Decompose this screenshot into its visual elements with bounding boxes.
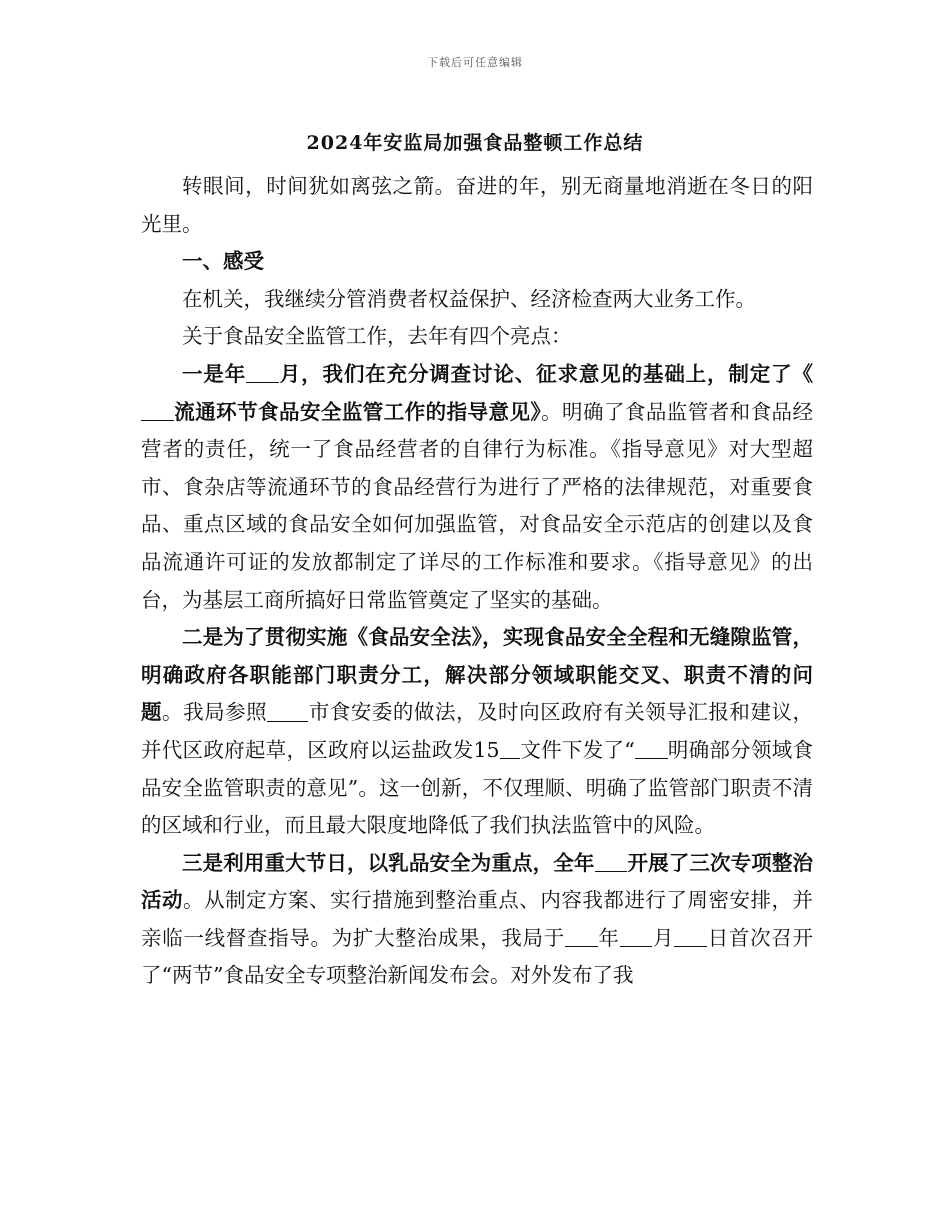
highlight-1-text: 。明确了食品监管者和食品经营者的责任，统一了食品经营者的自律行为标准。《指导意见》对大型超市、食杂店等流通环节的食品经营行为进行了严格的法律规范，对重要食品、重点区域的食品安全如何加强监管，对食品安全示范店的创建以及食品流通许可证的发放都制定了详尽的工作标准和要求。《指导意见》的出台，为基层工商所搞好日常监管奠定了坚实的基础。: [141, 399, 814, 612]
header-note: 下载后可任意编辑: [427, 56, 523, 69]
highlight-2-text-a: 。我局参照: [162, 700, 268, 725]
document-title: 2024年安监局加强食品整顿工作总结: [306, 132, 644, 154]
highlight-1-lead-b: 月，我们在充分调查讨论、征求意见的基础上，制定了《: [278, 361, 813, 386]
blank-line: [620, 925, 653, 948]
highlight-2-text-c: 文件下发了“: [520, 737, 635, 762]
highlight-2-text-b: 市食安委的做法，及时向区政府有关领导汇报和建议，并代区政府起草，区政府以运盐政发15: [141, 700, 814, 762]
blank-line: [565, 925, 598, 948]
highlight-1-lead-c: 流通环节食品安全监管工作的指导意见》: [173, 399, 542, 424]
blank-line: [141, 399, 174, 422]
document-body: [141, 168, 813, 995]
paragraph-intro: 转眼间，时间犹如离弦之箭。奋进的年，别无商量地消逝在冬日的阳光里。: [141, 174, 813, 236]
blank-line: [246, 361, 279, 384]
highlight-3-lead-a: 三是利用重大节日，以乳品安全为重点，全年: [182, 850, 595, 875]
highlight-2-lead: 二是为了贯彻实施《食品安全法》，实现食品安全全程和无缝隙监管，明确政府各职能部门职责分工，解决部分领域职能交叉、职责不清的问题: [141, 625, 813, 725]
highlight-3-text-d: 日首次召开了“两节”食品安全专项整治新闻发布会。对外发布了我: [141, 925, 814, 988]
highlight-3-text-b: 年: [597, 925, 620, 950]
paragraph-highlight-1: [141, 356, 813, 619]
highlight-3-text-c: 月: [652, 925, 675, 950]
blank-line: [500, 737, 521, 760]
section-heading: 一、感受: [182, 249, 264, 274]
highlight-3-text-a: 。从制定方案、实行措施到整治重点、内容我都进行了周密安排，并亲临一线督查指导。为扩大整治成果，我局于: [141, 888, 814, 950]
blank-line: [267, 699, 308, 722]
paragraph-highlight-3: [141, 845, 813, 995]
highlight-2-text-d: 明确部分领域食品安全监管职责的意见”。这一创新，不仅理顺、明确了监管部门职责不清的区域和行业，而且最大限度地降低了我们执法监管中的风险。: [141, 737, 814, 838]
blank-line: [674, 925, 707, 948]
blank-line: [595, 850, 628, 873]
paragraph-highlight-2: [141, 619, 813, 845]
blank-line: [635, 737, 668, 760]
paragraph-highlights-intro: 关于食品安全监管工作，去年有四个亮点：: [182, 324, 572, 349]
highlight-1-lead-a: 一是年: [182, 361, 247, 386]
highlight-3-lead-b: 开展了三次专项整治活动: [141, 850, 814, 913]
paragraph-responsibility: 在机关，我继续分管消费者权益保护、经济检查两大业务工作。: [182, 286, 756, 311]
